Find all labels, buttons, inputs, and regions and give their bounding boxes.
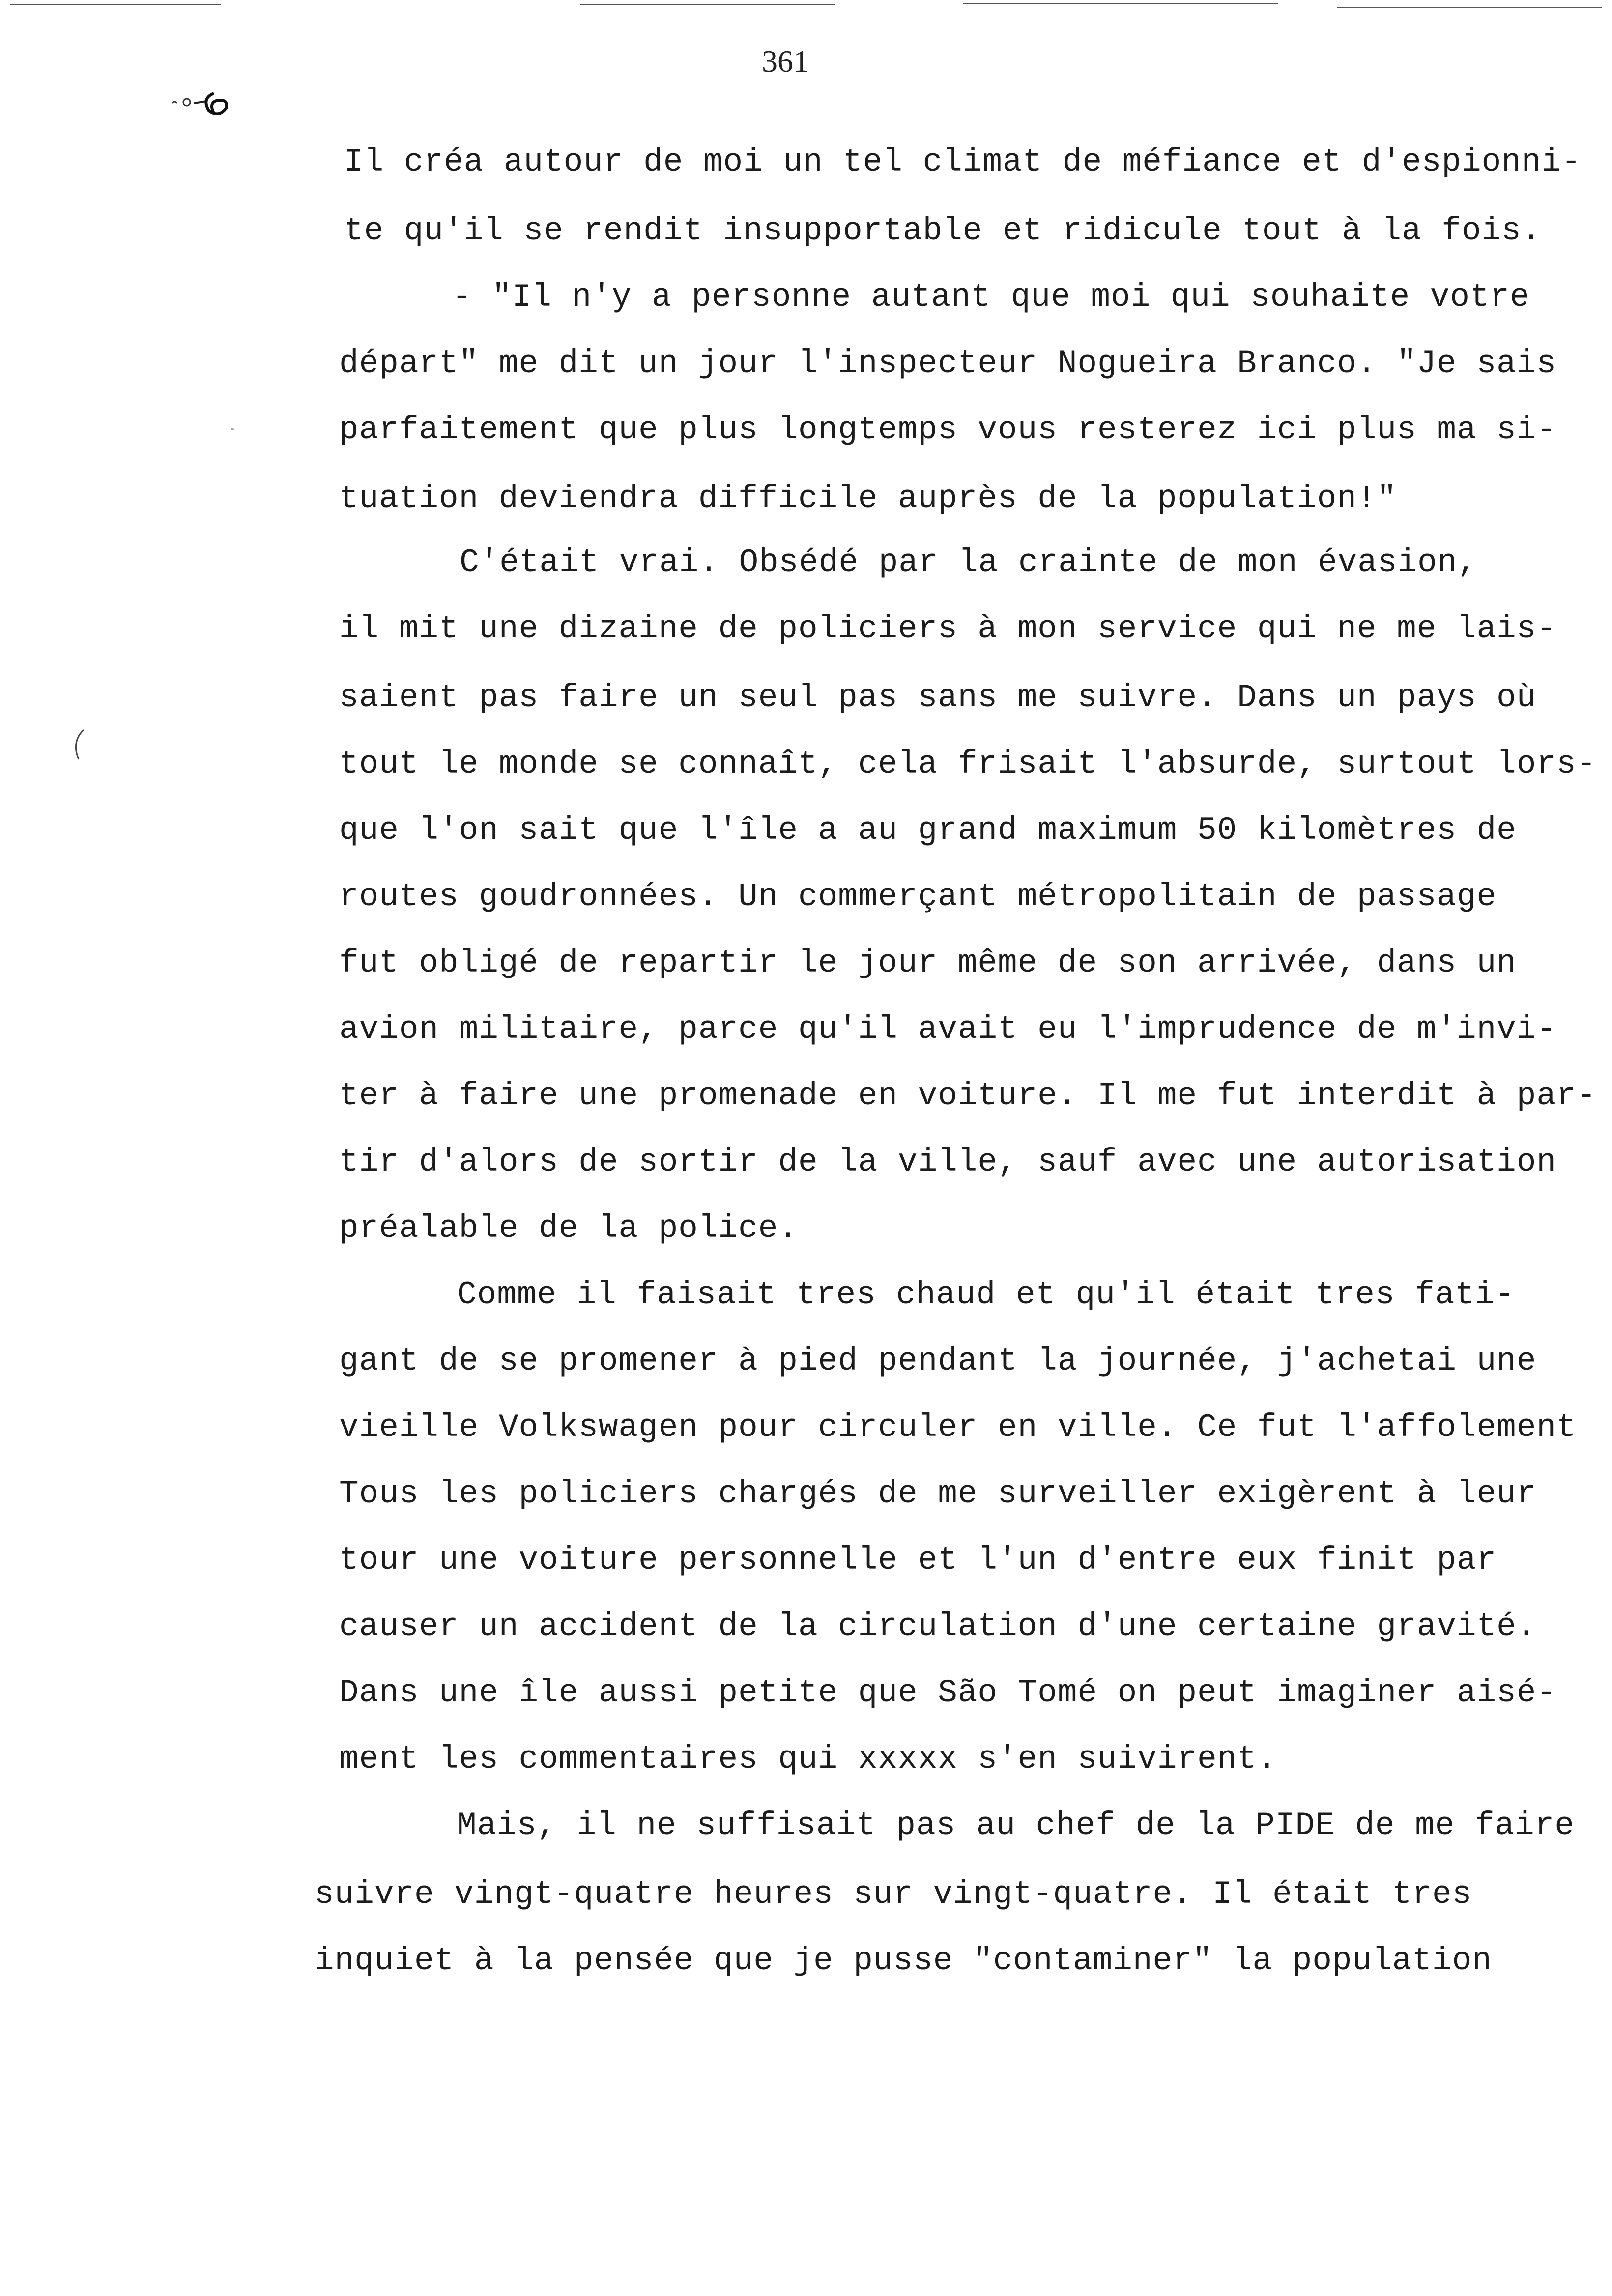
text-line: départ" me dit un jour l'inspecteur Nogueira Branco. "Je sais (339, 345, 1556, 382)
text-line: Mais, il ne suffisait pas au chef de la PIDE de me faire (457, 1807, 1575, 1844)
text-line: causer un accident de la circulation d'une certaine gravité. (339, 1608, 1537, 1645)
text-line: que l'on sait que l'île a au grand maximum 50 kilomètres de (339, 812, 1517, 849)
margin-speck (231, 428, 234, 430)
text-line: avion militaire, parce qu'il avait eu l'imprudence de m'invi- (339, 1011, 1556, 1048)
text-line: préalable de la police. (339, 1210, 798, 1247)
text-line: te qu'il se rendit insupportable et ridicule tout à la fois. (344, 212, 1542, 249)
text-line: Comme il faisait tres chaud et qu'il était tres fati- (457, 1276, 1515, 1313)
text-line: routes goudronnées. Un commerçant métropolitain de passage (339, 878, 1497, 915)
scan-border-line (10, 4, 221, 5)
text-line: ment les commentaires qui xxxxx s'en suivirent. (339, 1741, 1277, 1778)
text-line: fut obligé de repartir le jour même de son arrivée, dans un (339, 945, 1517, 981)
text-line: - "Il n'y a personne autant que moi qui souhaite votre (452, 279, 1530, 316)
text-line: parfaitement que plus longtemps vous resterez ici plus ma si- (339, 411, 1556, 448)
scan-border-line (1337, 7, 1602, 8)
scan-border-line (580, 4, 835, 5)
text-line: ter à faire une promenade en voiture. Il me fut interdit à par- (339, 1077, 1597, 1114)
margin-handwritten-mark (167, 79, 246, 123)
text-line: suivre vingt-quatre heures sur vingt-quatre. Il était tres (315, 1876, 1472, 1913)
text-line: tout le monde se connaît, cela frisait l'absurde, surtout lors- (339, 746, 1597, 782)
text-line: Dans une île aussi petite que São Tomé on peut imaginer aisé- (339, 1674, 1556, 1711)
text-line: tour une voiture personnelle et l'un d'entre eux finit par (339, 1542, 1497, 1578)
text-line: il mit une dizaine de policiers à mon service qui ne me lais- (339, 610, 1556, 647)
text-line: C'était vrai. Obsédé par la crainte de mon évasion, (460, 544, 1477, 581)
margin-pencil-mark (69, 727, 88, 762)
page-number: 361 (762, 44, 809, 79)
text-line: saient pas faire un seul pas sans me suivre. Dans un pays où (339, 679, 1537, 716)
text-line: Tous les policiers chargés de me surveiller exigèrent à leur (339, 1475, 1537, 1512)
text-line: inquiet à la pensée que je pusse "contaminer" la population (315, 1942, 1492, 1979)
scan-border-line (963, 3, 1278, 4)
text-line: vieille Volkswagen pour circuler en ville. Ce fut l'affolement (339, 1409, 1577, 1446)
text-line: tir d'alors de sortir de la ville, sauf avec une autorisation (339, 1144, 1556, 1180)
text-line: gant de se promener à pied pendant la journée, j'achetai une (339, 1343, 1537, 1379)
text-line: Il créa autour de moi un tel climat de méfiance et d'espionni- (344, 144, 1582, 180)
text-line: tuation deviendra difficile auprès de la population!" (339, 480, 1397, 517)
